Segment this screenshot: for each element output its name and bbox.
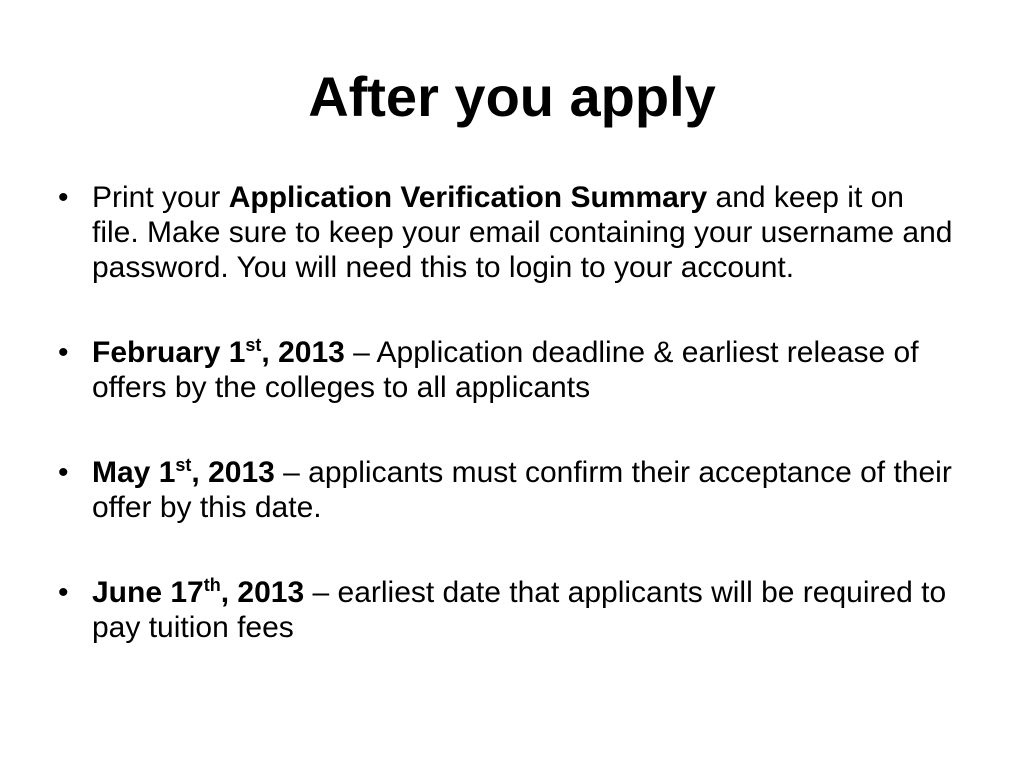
bullet-date-year: , 2013 — [261, 336, 345, 369]
bullet-text: – Application deadline & earliest release of offers by the colleges to all applicants — [92, 336, 919, 404]
bullet-dot-icon: • — [58, 181, 69, 214]
bullet-text: – earliest date that applicants will be required to pay tuition fees — [92, 576, 947, 644]
bullet-date-main: May 1 — [92, 456, 176, 489]
bullet-item-verification-summary — [56, 180, 956, 285]
bullet-item-may-confirm — [56, 455, 956, 525]
bullet-dot-icon: • — [58, 576, 69, 609]
bullet-date-year: , 2013 — [191, 456, 275, 489]
bullet-date-main: June 17 — [92, 576, 204, 609]
bullet-date — [92, 576, 304, 609]
bullet-date-ordinal: st — [245, 335, 262, 355]
bullet-date-year: , 2013 — [220, 576, 305, 609]
slide-title: After you apply — [308, 65, 716, 128]
bullet-date-ordinal: th — [203, 575, 221, 595]
bullet-prefix: Print your — [92, 181, 229, 214]
bullet-date — [92, 336, 345, 369]
bullet-bold-text: Application Verification Summary — [228, 181, 708, 214]
bullet-item-february-deadline — [56, 335, 956, 405]
bullet-list — [56, 180, 956, 695]
bullet-item-june-tuition — [56, 575, 956, 645]
bullet-dot-icon: • — [58, 456, 69, 489]
bullet-text: – applicants must confirm their acceptance of their offer by this date. — [92, 456, 952, 524]
bullet-date — [92, 456, 275, 489]
bullet-date-main: February 1 — [92, 336, 246, 369]
bullet-text: and keep it on file. Make sure to keep your email containing your username and password. You will need this to login to your account. — [92, 181, 953, 284]
bullet-date-ordinal: st — [175, 455, 192, 475]
bullet-dot-icon: • — [58, 336, 69, 369]
